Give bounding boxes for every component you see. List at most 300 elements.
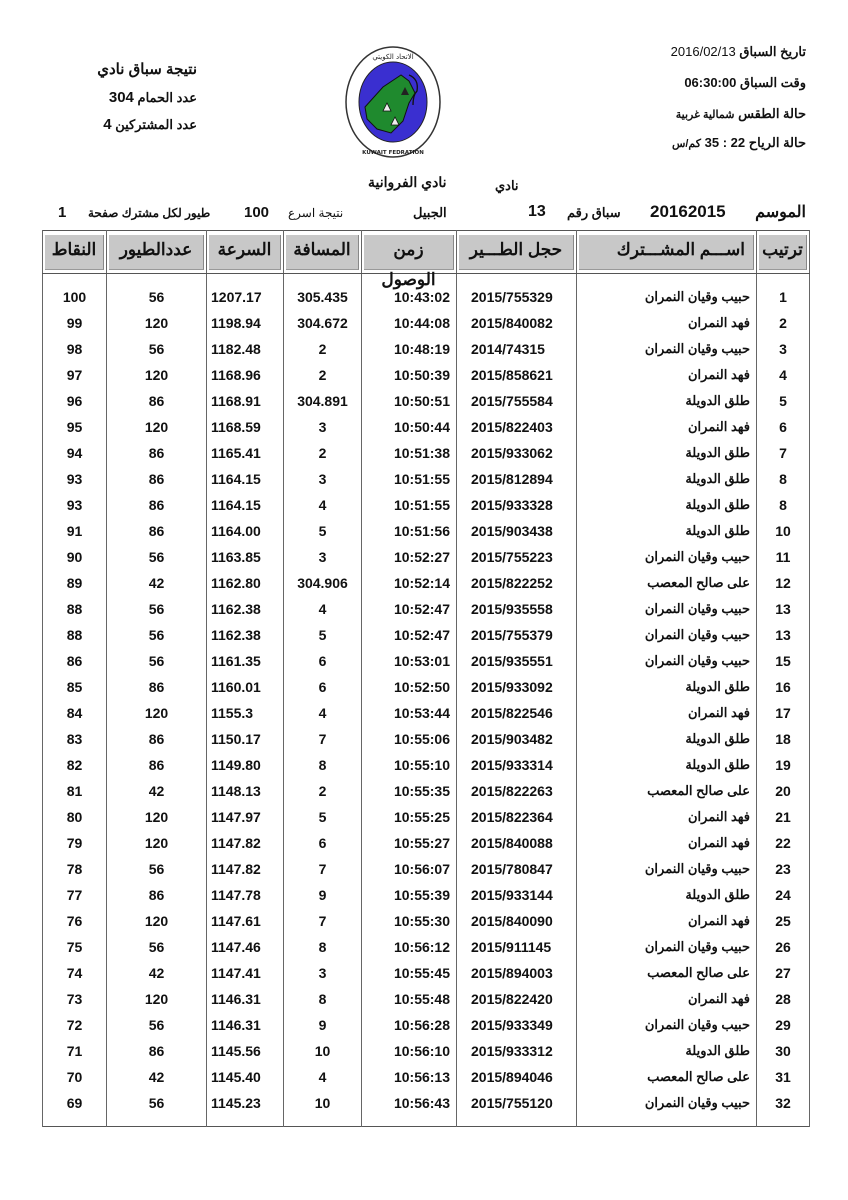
table-row — [43, 700, 810, 726]
arrival-cell: 10:52:47 — [362, 622, 457, 648]
birds-cell: 56 — [107, 622, 207, 648]
table-row — [43, 1038, 810, 1064]
ring-cell: 2015/903482 — [457, 726, 577, 752]
rank-cell: 27 — [757, 960, 810, 986]
ring-cell: 2015/933314 — [457, 752, 577, 778]
birds-cell: 86 — [107, 882, 207, 908]
weather-value: شمالية غربية — [675, 109, 735, 121]
arrival-cell: 10:51:38 — [362, 440, 457, 466]
ring-cell: 2015/822263 — [457, 778, 577, 804]
col-header-ring: حجل الطـــير — [457, 231, 577, 274]
fastest-count: 100 — [244, 204, 270, 221]
table-row — [43, 622, 810, 648]
rank-cell: 8 — [757, 466, 810, 492]
speed-cell: 1145.23 — [207, 1090, 284, 1127]
points-cell: 94 — [43, 440, 107, 466]
col-header-rank: ترتيب — [757, 231, 810, 274]
birds-cell: 120 — [107, 700, 207, 726]
points-cell: 74 — [43, 960, 107, 986]
table-row — [43, 804, 810, 830]
speed-cell: 1198.94 — [207, 310, 284, 336]
speed-cell: 1146.31 — [207, 986, 284, 1012]
speed-cell: 1145.40 — [207, 1064, 284, 1090]
rank-cell: 30 — [757, 1038, 810, 1064]
results-table — [42, 230, 810, 1127]
arrival-cell: 10:52:50 — [362, 674, 457, 700]
participants-count-label: عدد المشتركين — [115, 117, 197, 132]
rank-cell: 7 — [757, 440, 810, 466]
speed-cell: 1147.82 — [207, 830, 284, 856]
race-date-value: 2016/02/13 — [670, 44, 736, 59]
points-cell: 76 — [43, 908, 107, 934]
ring-cell: 2015/780847 — [457, 856, 577, 882]
speed-cell: 1165.41 — [207, 440, 284, 466]
points-cell: 98 — [43, 336, 107, 362]
col-header-birds: عددالطيور — [107, 231, 207, 274]
ring-cell: 2015/933062 — [457, 440, 577, 466]
rank-cell: 5 — [757, 388, 810, 414]
distance-cell: 10 — [284, 1090, 362, 1127]
participant-cell: طلق الدويلة — [577, 388, 757, 414]
ring-cell: 2014/74315 — [457, 336, 577, 362]
participant-cell: على صالح المعصب — [577, 570, 757, 596]
speed-cell: 1163.85 — [207, 544, 284, 570]
points-cell: 89 — [43, 570, 107, 596]
table-row — [43, 960, 810, 986]
distance-cell: 4 — [284, 492, 362, 518]
participant-cell: حبيب وقيان النمران — [577, 336, 757, 362]
participant-cell: حبيب وقيان النمران — [577, 274, 757, 311]
table-row — [43, 934, 810, 960]
ring-cell: 2015/822403 — [457, 414, 577, 440]
race-time-value: 06:30:00 — [684, 75, 737, 90]
wind-line — [672, 135, 806, 151]
distance-cell: 8 — [284, 986, 362, 1012]
points-cell: 79 — [43, 830, 107, 856]
participant-cell: حبيب وقيان النمران — [577, 648, 757, 674]
rank-cell: 13 — [757, 596, 810, 622]
points-cell: 83 — [43, 726, 107, 752]
table-row — [43, 466, 810, 492]
birds-cell: 56 — [107, 274, 207, 311]
rank-cell: 16 — [757, 674, 810, 700]
birds-cell: 56 — [107, 934, 207, 960]
wind-label: حالة الرياح — [748, 135, 806, 150]
points-cell: 78 — [43, 856, 107, 882]
distance-cell: 304.891 — [284, 388, 362, 414]
speed-cell: 1148.13 — [207, 778, 284, 804]
distance-cell: 5 — [284, 622, 362, 648]
distance-cell: 3 — [284, 960, 362, 986]
ring-cell: 2015/858621 — [457, 362, 577, 388]
arrival-cell: 10:55:10 — [362, 752, 457, 778]
rank-cell: 12 — [757, 570, 810, 596]
ring-cell: 2015/911145 — [457, 934, 577, 960]
arrival-cell: 10:55:25 — [362, 804, 457, 830]
speed-cell: 1147.41 — [207, 960, 284, 986]
birds-cell: 86 — [107, 674, 207, 700]
arrival-cell: 10:51:55 — [362, 492, 457, 518]
table-row — [43, 492, 810, 518]
ring-cell: 2015/935551 — [457, 648, 577, 674]
table-row — [43, 648, 810, 674]
arrival-cell: 10:55:48 — [362, 986, 457, 1012]
pigeons-count-label: عدد الحمام — [137, 90, 197, 105]
distance-cell: 6 — [284, 648, 362, 674]
participant-cell: فهد النمران — [577, 986, 757, 1012]
ring-cell: 2015/933328 — [457, 492, 577, 518]
points-cell: 69 — [43, 1090, 107, 1127]
points-cell: 80 — [43, 804, 107, 830]
speed-cell: 1164.15 — [207, 466, 284, 492]
rank-cell: 28 — [757, 986, 810, 1012]
speed-cell: 1162.38 — [207, 596, 284, 622]
ring-cell: 2015/822546 — [457, 700, 577, 726]
participants-count-value: 4 — [103, 116, 112, 133]
rank-cell: 21 — [757, 804, 810, 830]
distance-cell: 3 — [284, 466, 362, 492]
points-cell: 97 — [43, 362, 107, 388]
participant-cell: حبيب وقيان النمران — [577, 1090, 757, 1127]
speed-cell: 1146.31 — [207, 1012, 284, 1038]
distance-cell: 8 — [284, 934, 362, 960]
distance-cell: 2 — [284, 362, 362, 388]
rank-cell: 10 — [757, 518, 810, 544]
weather-label: حالة الطقس — [738, 106, 806, 121]
location: الجبيل — [413, 205, 447, 220]
distance-cell: 2 — [284, 778, 362, 804]
col-header-arrival: زمن الوصول — [362, 231, 457, 274]
participants-count-line — [0, 116, 197, 133]
points-cell: 70 — [43, 1064, 107, 1090]
ring-cell: 2015/935558 — [457, 596, 577, 622]
page-number: 1 — [58, 204, 67, 221]
ring-cell: 2015/933144 — [457, 882, 577, 908]
participant-cell: فهد النمران — [577, 804, 757, 830]
participant-cell: طلق الدويلة — [577, 518, 757, 544]
points-cell: 75 — [43, 934, 107, 960]
points-cell: 71 — [43, 1038, 107, 1064]
fastest-label: نتيجة اسرع — [288, 206, 344, 220]
birds-cell: 86 — [107, 492, 207, 518]
race-no-value: 13 — [528, 203, 546, 220]
birds-cell: 86 — [107, 466, 207, 492]
rank-cell: 18 — [757, 726, 810, 752]
rank-cell: 29 — [757, 1012, 810, 1038]
arrival-cell: 10:55:35 — [362, 778, 457, 804]
rank-cell: 4 — [757, 362, 810, 388]
birds-cell: 120 — [107, 362, 207, 388]
table-row — [43, 570, 810, 596]
ring-cell: 2015/933312 — [457, 1038, 577, 1064]
col-header-participant: اســـم المشـــترك — [577, 231, 757, 274]
ring-cell: 2015/755120 — [457, 1090, 577, 1127]
speed-cell: 1147.46 — [207, 934, 284, 960]
rank-cell: 1 — [757, 274, 810, 311]
speed-cell: 1161.35 — [207, 648, 284, 674]
birds-cell: 56 — [107, 856, 207, 882]
rank-cell: 25 — [757, 908, 810, 934]
table-row — [43, 440, 810, 466]
table-row — [43, 1090, 810, 1127]
per-participant-label: طيور لكل مشترك صفحة — [88, 206, 211, 220]
table-row — [43, 336, 810, 362]
table-row — [43, 752, 810, 778]
points-cell: 84 — [43, 700, 107, 726]
arrival-cell: 10:55:30 — [362, 908, 457, 934]
table-row — [43, 310, 810, 336]
table-header-row — [43, 231, 810, 274]
speed-cell: 1164.00 — [207, 518, 284, 544]
participant-cell: على صالح المعصب — [577, 960, 757, 986]
birds-cell: 42 — [107, 570, 207, 596]
speed-cell: 1162.80 — [207, 570, 284, 596]
points-cell: 99 — [43, 310, 107, 336]
birds-cell: 120 — [107, 830, 207, 856]
wind-unit: كم/س — [671, 138, 701, 150]
speed-cell: 1145.56 — [207, 1038, 284, 1064]
rank-cell: 17 — [757, 700, 810, 726]
rank-cell: 11 — [757, 544, 810, 570]
table-row — [43, 362, 810, 388]
rank-cell: 26 — [757, 934, 810, 960]
rank-cell: 31 — [757, 1064, 810, 1090]
distance-cell: 7 — [284, 908, 362, 934]
participant-cell: طلق الدويلة — [577, 752, 757, 778]
distance-cell: 9 — [284, 882, 362, 908]
col-header-points: النقاط — [43, 231, 107, 274]
birds-cell: 42 — [107, 960, 207, 986]
table-row — [43, 726, 810, 752]
birds-cell: 120 — [107, 986, 207, 1012]
season-value: 20162015 — [650, 202, 726, 221]
distance-cell: 4 — [284, 596, 362, 622]
rank-cell: 6 — [757, 414, 810, 440]
participant-cell: فهد النمران — [577, 362, 757, 388]
birds-cell: 86 — [107, 440, 207, 466]
distance-cell: 10 — [284, 1038, 362, 1064]
arrival-cell: 10:55:06 — [362, 726, 457, 752]
speed-cell: 1147.61 — [207, 908, 284, 934]
participant-cell: حبيب وقيان النمران — [577, 934, 757, 960]
arrival-cell: 10:53:01 — [362, 648, 457, 674]
participant-cell: حبيب وقيان النمران — [577, 856, 757, 882]
points-cell: 100 — [43, 274, 107, 311]
arrival-cell: 10:52:27 — [362, 544, 457, 570]
birds-cell: 56 — [107, 1012, 207, 1038]
rank-cell: 22 — [757, 830, 810, 856]
distance-cell: 4 — [284, 1064, 362, 1090]
rank-cell: 23 — [757, 856, 810, 882]
ring-cell: 2015/822364 — [457, 804, 577, 830]
participant-cell: طلق الدويلة — [577, 882, 757, 908]
table-row — [43, 986, 810, 1012]
ring-cell: 2015/755584 — [457, 388, 577, 414]
points-cell: 95 — [43, 414, 107, 440]
ring-cell: 2015/812894 — [457, 466, 577, 492]
arrival-cell: 10:56:13 — [362, 1064, 457, 1090]
distance-cell: 5 — [284, 518, 362, 544]
points-cell: 88 — [43, 596, 107, 622]
participant-cell: طلق الدويلة — [577, 1038, 757, 1064]
ring-cell: 2015/933349 — [457, 1012, 577, 1038]
table-row — [43, 388, 810, 414]
wind-value: 22 : 35 — [704, 135, 746, 150]
distance-cell: 7 — [284, 856, 362, 882]
speed-cell: 1162.38 — [207, 622, 284, 648]
ring-cell: 2015/755329 — [457, 274, 577, 311]
birds-cell: 120 — [107, 804, 207, 830]
svg-text:KUWAIT FEDRATION: KUWAIT FEDRATION — [362, 150, 424, 156]
points-cell: 86 — [43, 648, 107, 674]
table-row — [43, 856, 810, 882]
birds-cell: 86 — [107, 1038, 207, 1064]
race-no-label: سباق رقم — [567, 205, 621, 220]
speed-cell: 1149.80 — [207, 752, 284, 778]
birds-cell: 56 — [107, 544, 207, 570]
col-header-speed: السرعة — [207, 231, 284, 274]
rank-cell: 19 — [757, 752, 810, 778]
points-cell: 88 — [43, 622, 107, 648]
table-row — [43, 1012, 810, 1038]
speed-cell: 1147.97 — [207, 804, 284, 830]
rank-cell: 24 — [757, 882, 810, 908]
arrival-cell: 10:56:12 — [362, 934, 457, 960]
table-row — [43, 596, 810, 622]
birds-cell: 86 — [107, 388, 207, 414]
arrival-cell: 10:50:39 — [362, 362, 457, 388]
participant-cell: طلق الدويلة — [577, 466, 757, 492]
birds-cell: 120 — [107, 414, 207, 440]
participant-cell: حبيب وقيان النمران — [577, 596, 757, 622]
speed-cell: 1150.17 — [207, 726, 284, 752]
rank-cell: 20 — [757, 778, 810, 804]
distance-cell: 2 — [284, 440, 362, 466]
weather-line — [676, 106, 806, 122]
pigeons-count-line — [0, 89, 197, 106]
ring-cell: 2015/822252 — [457, 570, 577, 596]
participant-cell: طلق الدويلة — [577, 492, 757, 518]
speed-cell: 1168.59 — [207, 414, 284, 440]
birds-cell: 86 — [107, 726, 207, 752]
distance-cell: 4 — [284, 700, 362, 726]
birds-cell: 86 — [107, 752, 207, 778]
participant-cell: طلق الدويلة — [577, 726, 757, 752]
participant-cell: حبيب وقيان النمران — [577, 622, 757, 648]
rank-cell: 3 — [757, 336, 810, 362]
points-cell: 90 — [43, 544, 107, 570]
distance-cell: 8 — [284, 752, 362, 778]
race-date-line — [671, 44, 806, 60]
distance-cell: 5 — [284, 804, 362, 830]
table-row — [43, 1064, 810, 1090]
arrival-cell: 10:56:43 — [362, 1090, 457, 1127]
arrival-cell: 10:50:51 — [362, 388, 457, 414]
arrival-cell: 10:43:02 — [362, 274, 457, 311]
table-row — [43, 518, 810, 544]
distance-cell: 7 — [284, 726, 362, 752]
arrival-cell: 10:55:27 — [362, 830, 457, 856]
participant-cell: فهد النمران — [577, 908, 757, 934]
ring-cell: 2015/894003 — [457, 960, 577, 986]
birds-cell: 120 — [107, 310, 207, 336]
distance-cell: 3 — [284, 544, 362, 570]
table-row — [43, 830, 810, 856]
arrival-cell: 10:51:56 — [362, 518, 457, 544]
distance-cell: 9 — [284, 1012, 362, 1038]
svg-text:الاتحاد الكويتي: الاتحاد الكويتي — [372, 53, 414, 61]
speed-cell: 1160.01 — [207, 674, 284, 700]
participant-cell: طلق الدويلة — [577, 674, 757, 700]
report-title: نتيجة سباق نادي — [97, 61, 197, 78]
distance-cell: 305.435 — [284, 274, 362, 311]
arrival-cell: 10:48:19 — [362, 336, 457, 362]
table-row — [43, 414, 810, 440]
birds-cell: 56 — [107, 648, 207, 674]
birds-cell: 120 — [107, 908, 207, 934]
ring-cell: 2015/894046 — [457, 1064, 577, 1090]
ring-cell: 2015/933092 — [457, 674, 577, 700]
results-body — [43, 274, 810, 1127]
ring-cell: 2015/903438 — [457, 518, 577, 544]
arrival-cell: 10:44:08 — [362, 310, 457, 336]
points-cell: 91 — [43, 518, 107, 544]
season-label: الموسم — [755, 204, 806, 221]
col-header-distance: المسافة — [284, 231, 362, 274]
birds-cell: 42 — [107, 778, 207, 804]
ring-cell: 2015/840082 — [457, 310, 577, 336]
arrival-cell: 10:56:28 — [362, 1012, 457, 1038]
participant-cell: فهد النمران — [577, 310, 757, 336]
birds-cell: 56 — [107, 596, 207, 622]
distance-cell: 2 — [284, 336, 362, 362]
participant-cell: طلق الدويلة — [577, 440, 757, 466]
arrival-cell: 10:55:45 — [362, 960, 457, 986]
birds-cell: 86 — [107, 518, 207, 544]
club-name: نادي الفروانية — [368, 174, 447, 190]
speed-cell: 1164.15 — [207, 492, 284, 518]
distance-cell: 3 — [284, 414, 362, 440]
arrival-cell: 10:51:55 — [362, 466, 457, 492]
participant-cell: حبيب وقيان النمران — [577, 1012, 757, 1038]
points-cell: 73 — [43, 986, 107, 1012]
club-label: نادي — [495, 178, 519, 193]
points-cell: 77 — [43, 882, 107, 908]
points-cell: 82 — [43, 752, 107, 778]
speed-cell: 1182.48 — [207, 336, 284, 362]
table-row — [43, 882, 810, 908]
distance-cell: 304.906 — [284, 570, 362, 596]
rank-cell: 8 — [757, 492, 810, 518]
participant-cell: فهد النمران — [577, 830, 757, 856]
table-row — [43, 674, 810, 700]
rank-cell: 2 — [757, 310, 810, 336]
participant-cell: فهد النمران — [577, 700, 757, 726]
speed-cell: 1155.3 — [207, 700, 284, 726]
ring-cell: 2015/755223 — [457, 544, 577, 570]
distance-cell: 6 — [284, 674, 362, 700]
speed-cell: 1207.17 — [207, 274, 284, 311]
ring-cell: 2015/840088 — [457, 830, 577, 856]
arrival-cell: 10:56:10 — [362, 1038, 457, 1064]
speed-cell: 1147.82 — [207, 856, 284, 882]
speed-cell: 1168.96 — [207, 362, 284, 388]
arrival-cell: 10:53:44 — [362, 700, 457, 726]
table-row — [43, 544, 810, 570]
participant-cell: فهد النمران — [577, 414, 757, 440]
race-time-line — [684, 75, 806, 91]
race-date-label: تاريخ السباق — [739, 44, 806, 59]
